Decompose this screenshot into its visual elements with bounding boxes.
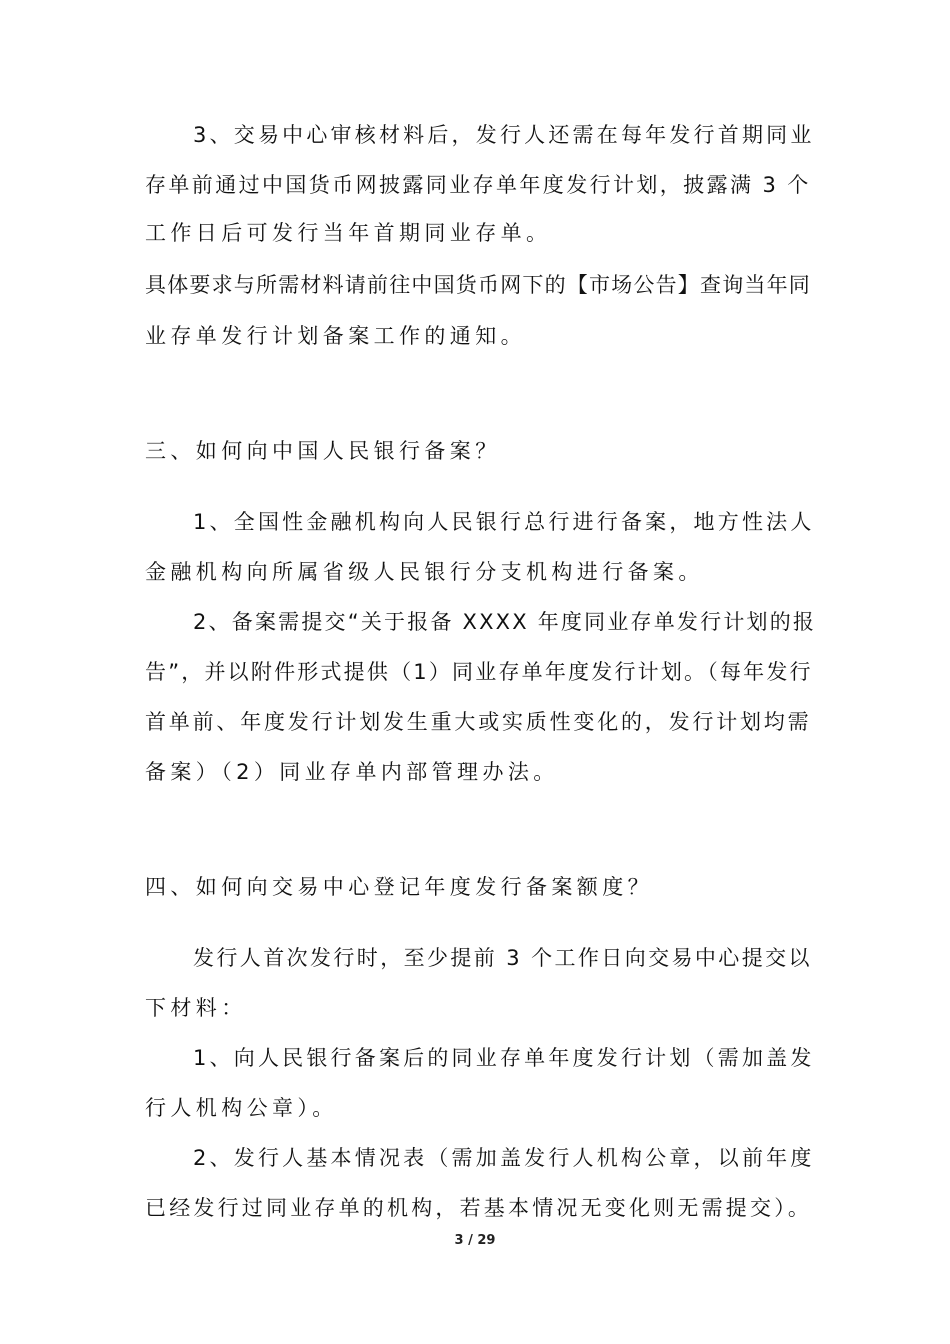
- section4-item2-line1: 2、发行人基本情况表（需加盖发行人机构公章，以前年度: [193, 1146, 815, 1170]
- section3-item2-line2: 告”，并以附件形式提供（1）同业存单年度发行计划。（每年发行: [145, 660, 813, 684]
- section4-heading: 四、如何向交易中心登记年度发行备案额度？: [145, 875, 653, 899]
- section3-heading: 三、如何向中国人民银行备案？: [145, 439, 501, 463]
- section2-item3-line3: 工作日后可发行当年首期同业存单。: [145, 221, 552, 245]
- section3-item1-line2: 金融机构向所属省级人民银行分支机构进行备案。: [145, 560, 704, 584]
- section2-item3-line1: 3、交易中心审核材料后，发行人还需在每年发行首期同业: [193, 123, 815, 147]
- section4-intro-line2: 下材料：: [145, 996, 247, 1020]
- section4-item1-line2: 行人机构公章）。: [145, 1096, 338, 1120]
- section3-item2-line3: 首单前、年度发行计划发生重大或实质性变化的，发行计划均需: [145, 710, 812, 734]
- section3-item2-line4: 备案）（2）同业存单内部管理办法。: [145, 760, 559, 784]
- section2-note-line1: 具体要求与所需材料请前往中国货币网下的【市场公告】查询当年同: [145, 273, 811, 297]
- section2-note-line2: 业存单发行计划备案工作的通知。: [145, 324, 526, 348]
- section3-item1-line1: 1、全国性金融机构向人民银行总行进行备案，地方性法人: [193, 510, 815, 534]
- page-number: 3 / 29: [454, 1233, 496, 1248]
- section3-item2-line1: 2、备案需提交“关于报备 XXXX 年度同业存单发行计划的报: [193, 610, 817, 634]
- section4-intro-line1: 发行人首次发行时，至少提前 3 个工作日向交易中心提交以: [193, 946, 812, 970]
- section2-item3-line2: 存单前通过中国货币网披露同业存单年度发行计划，披露满 3 个: [145, 173, 811, 197]
- section4-item1-line1: 1、向人民银行备案后的同业存单年度发行计划（需加盖发: [193, 1046, 815, 1070]
- section4-item2-line2: 已经发行过同业存单的机构，若基本情况无变化则无需提交）。: [145, 1196, 813, 1220]
